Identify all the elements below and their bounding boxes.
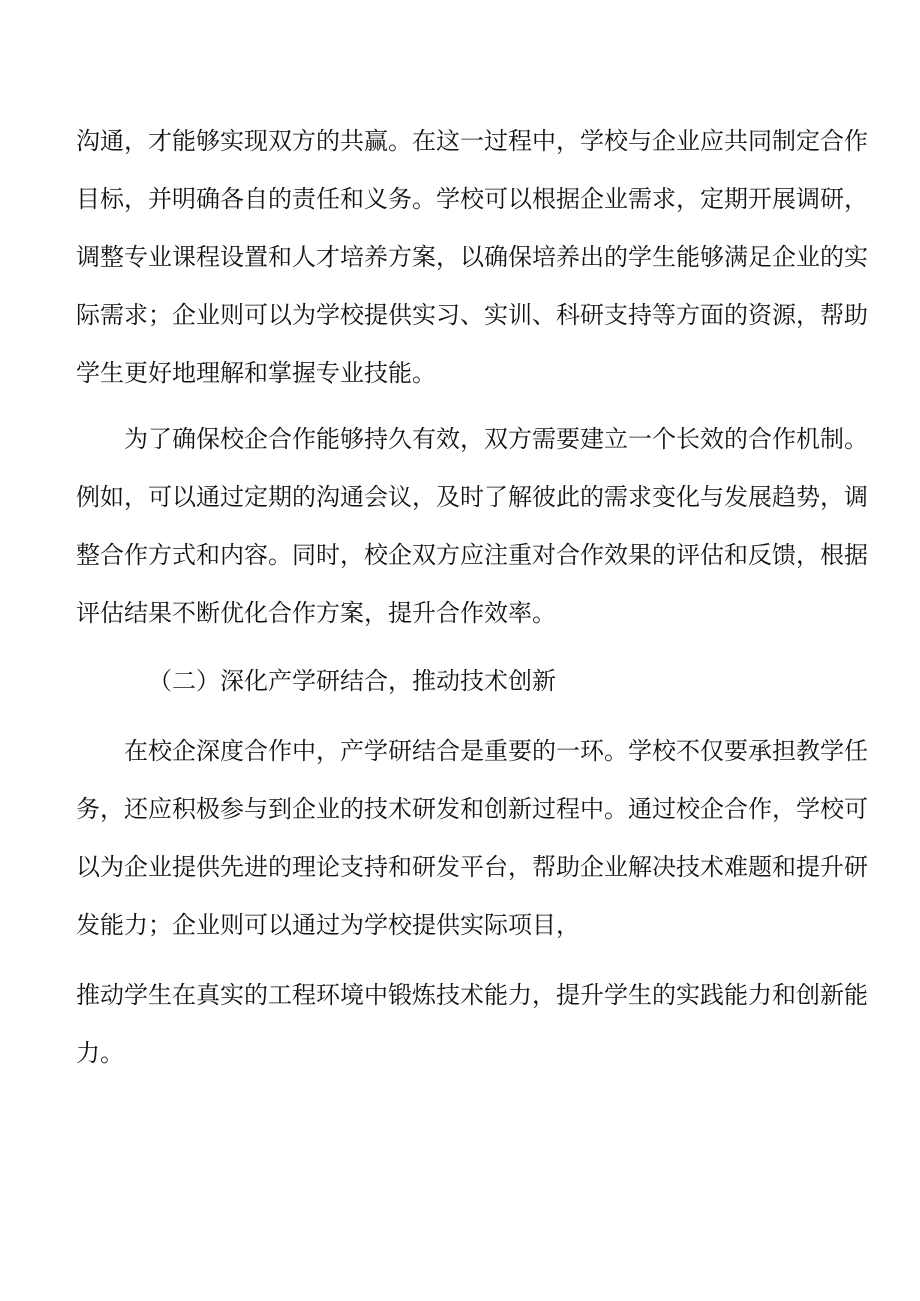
paragraph-1-line-5: 学生更好地理解和掌握专业技能。 [76, 359, 436, 387]
paragraph-1-line-3: 调整专业课程设置和人才培养方案，以确保培养出的学生能够满足企业的实 [76, 243, 868, 271]
paragraph-2 [76, 410, 868, 642]
paragraph-1-line-4: 际需求；企业则可以为学校提供实习、实训、科研支持等方面的资源，帮助 [76, 301, 868, 329]
paragraph-3-line-3: 以为企业提供先进的理论支持和研发平台，帮助企业解决技术难题和提升研 [76, 853, 868, 881]
paragraph-2-line-3: 整合作方式和内容。同时，校企双方应注重对合作效果的评估和反馈，根据 [76, 541, 868, 569]
paragraph-2-line-1: 为了确保校企合作能够持久有效，双方需要建立一个长效的合作机制。 [124, 425, 868, 453]
paragraph-2-line-4: 评估结果不断优化合作方案，提升合作效率。 [76, 599, 556, 627]
paragraph-4-line-2: 力。 [76, 1039, 124, 1067]
document-page [76, 112, 868, 1082]
paragraph-1 [76, 112, 868, 402]
paragraph-1-line-1: 沟通，才能够实现双方的共赢。在这一过程中，学校与企业应共同制定合作 [76, 127, 868, 155]
section-heading: （二）深化产学研结合，推动技术创新 [148, 667, 556, 695]
paragraph-3-line-2: 务，还应积极参与到企业的技术研发和创新过程中。通过校企合作，学校可 [76, 795, 868, 823]
paragraph-1-line-2: 目标，并明确各自的责任和义务。学校可以根据企业需求，定期开展调研， [76, 185, 868, 213]
paragraph-3-line-4: 发能力；企业则可以通过为学校提供实际项目， [76, 911, 580, 939]
paragraph-3 [76, 722, 868, 954]
paragraph-2-line-2: 例如，可以通过定期的沟通会议，及时了解彼此的需求变化与发展趋势，调 [76, 483, 868, 511]
paragraph-3-line-1: 在校企深度合作中，产学研结合是重要的一环。学校不仅要承担教学任 [124, 737, 868, 765]
paragraph-4-line-1: 推动学生在真实的工程环境中锻炼技术能力，提升学生的实践能力和创新能 [76, 981, 868, 1009]
paragraph-4 [76, 966, 868, 1082]
